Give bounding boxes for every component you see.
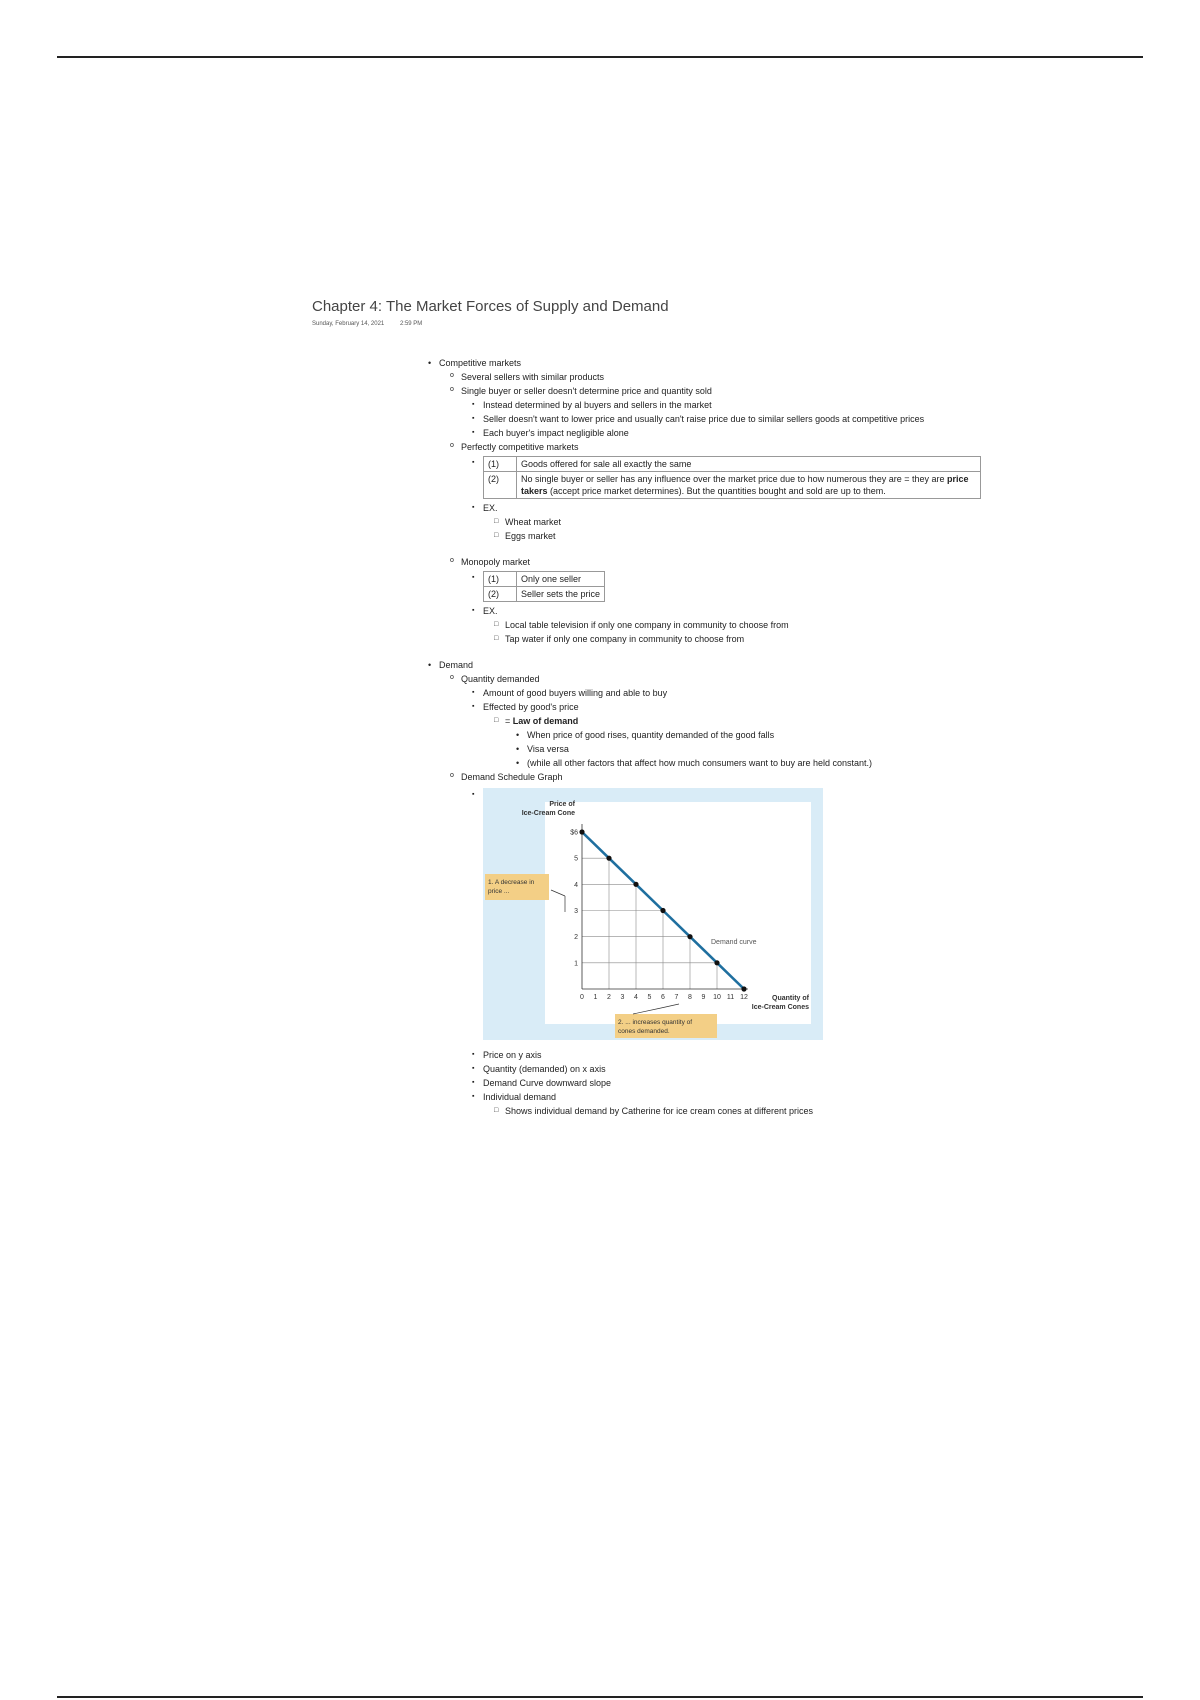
page-time: 2:59 PM [399, 321, 423, 327]
list-item: • (while all other factors that affect how much consumers want to buy are held constant.) [516, 756, 1002, 770]
data-point [741, 986, 746, 991]
demand-chart-container [483, 788, 1002, 1044]
list-item: ▪ Demand Curve downward slope [472, 1076, 1002, 1090]
data-point [579, 829, 584, 834]
price-takers-term: price takers [521, 474, 969, 496]
monopoly-item: o Monopoly market ▪ (1) Only one seller (2) Seller sets the price ▪ EX. □ Local table television if only one company in community to choose from □ Tap water if only one company in community to choose from [450, 555, 1002, 646]
list-item: □ Wheat market [494, 515, 1002, 529]
list-item: ▪ Each buyer's impact negligible alone [472, 426, 1002, 440]
x-tick-label: 0 [580, 994, 584, 1001]
x-tick-label: 6 [661, 994, 665, 1001]
bottom-rule [57, 1696, 1143, 1698]
y-tick-label: 3 [574, 908, 578, 915]
y-tick-label: 1 [574, 960, 578, 968]
note-page [312, 298, 1002, 1118]
list-item: • Visa versa [516, 742, 1002, 756]
chart-item [472, 788, 1002, 1044]
list-item: □ Tap water if only one company in community to choose from [494, 632, 1002, 646]
x-tick-label: 11 [726, 994, 735, 1001]
y-tick-label: ▪ $6 [570, 829, 578, 837]
list-item: ▪ Individual demand □ Shows individual demand by Catherine for ice cream cones at different prices [472, 1090, 1002, 1118]
monopoly-table [483, 571, 605, 602]
x-tick-label: 3 [620, 994, 625, 1001]
x-tick-label: 1 [593, 994, 598, 1001]
x-tick-label: 8 [688, 994, 692, 1001]
example-item: ▪ EX. □ Wheat market □ Eggs market [472, 501, 1002, 543]
page-date: Sunday, February 14, 2021 [312, 321, 385, 327]
perfect-competition-item: o Perfectly competitive markets ▪ (1) Goods offered for sale all exactly the same (2) No single buyer or seller has any influence over the market price due to how numerous they are = they are price takers (accept price market determines). But the quantities bought and sold are up to them. ▪ EX. □ Wheat market □ Eggs market [450, 440, 1002, 543]
x-tick-label: 2 [607, 994, 611, 1001]
x-tick-label: 12 [740, 994, 748, 1001]
demand-curve-chart [483, 788, 823, 1040]
data-point [687, 934, 692, 939]
list-item: o Single buyer or seller doesn't determine price and quantity sold ▪ Instead determined by al buyers and sellers in the market ▪ Seller doesn't want to lower price and usually can't raise price due to similar sellers goods at competitive prices ▪ Each buyer's impact negligible alone [450, 384, 1002, 440]
x-tick-label: 5 [647, 994, 652, 1001]
perfect-competition-table [483, 456, 981, 499]
y-tick-label: 2 [574, 934, 578, 942]
list-item: ▪ Instead determined by al buyers and sellers in the market [472, 398, 1002, 412]
table-row: ▪ (1) Only one seller [484, 572, 605, 587]
y-tick-label: 5 [574, 855, 578, 863]
data-point [633, 882, 638, 887]
data-point [606, 856, 611, 861]
table-row: (2) No single buyer or seller has any influence over the market price due to how numerous they are = they are price takers (accept price market determines). But the quantities bought and sold are up to them. [484, 472, 981, 499]
x-axis-label: Quantity of [772, 995, 809, 1002]
callout-text: cones demanded. [618, 1028, 670, 1035]
perfect-table-item [472, 456, 1002, 499]
list-item: • When price of good rises, quantity demanded of the good falls [516, 728, 1002, 742]
data-point [660, 908, 665, 913]
top-rule [57, 56, 1143, 58]
y-axis-label: Price of [549, 801, 575, 808]
list-item: ▪ Quantity (demanded) on x axis [472, 1062, 1002, 1076]
bullet-demand: • Demand o Quantity demanded ▪ Amount of good buyers willing and able to buy ▪ Effected by good's price □ = Law of demand • When price of good rises, quantity demanded of the good falls • Visa versa • (while all other factors that affect how much consumers want to buy are held constant.) o Demand Schedule Graph ▪ $6 5 4 3 2 1 0 1 2 3 4 5 6 7 8 9 10 11 12 Price of Ice-Cream Cone Quantity of Ice-Cream Cones Demand curve 1. A decrease in price ... 2. ... increases quantity of cones demanded. ▪ Price on y axis ▪ Quantity (demanded) on x axis ▪ Demand Curve downward slope ▪ Individual demand □ Shows individual demand by Catherine for ice cream cones at different prices [428, 658, 1002, 1118]
page-title: Chapter 4: The Market Forces of Supply and Demand [312, 298, 669, 315]
list-item: ▪ Effected by good's price □ = Law of demand • When price of good rises, quantity demanded of the good falls • Visa versa • (while all other factors that affect how much consumers want to buy are held constant.) [472, 700, 1002, 770]
monopoly-table-item [472, 571, 1002, 602]
note-content [428, 356, 1002, 1118]
x-tick-label: 7 [674, 994, 679, 1001]
x-tick-label: 10 [713, 994, 721, 1001]
y-axis-label: Ice-Cream Cone [521, 810, 575, 817]
page-meta [312, 321, 1002, 327]
y-tick-label: 4 [574, 881, 578, 889]
law-of-demand-item: □ = Law of demand • When price of good rises, quantity demanded of the good falls • Visa versa • (while all other factors that affect how much consumers want to buy are held constant.) [494, 714, 1002, 770]
table-row: (2) Seller sets the price [484, 587, 605, 602]
callout-box [485, 874, 549, 900]
list-item: □ Eggs market [494, 529, 1002, 543]
list-item: □ Shows individual demand by Catherine for ice cream cones at different prices [494, 1104, 1002, 1118]
table-row: ▪ (1) Goods offered for sale all exactly the same [484, 457, 981, 472]
demand-schedule-item: o Demand Schedule Graph ▪ $6 5 4 3 2 1 0 1 2 3 4 5 6 7 8 9 10 11 12 Price of Ice-Cream Cone Quantity of Ice-Cream Cones Demand curve 1. A decrease in price ... 2. ... increases quantity of cones demanded. ▪ Price on y axis ▪ Quantity (demanded) on x axis ▪ Demand Curve downward slope ▪ Individual demand □ Shows individual demand by Catherine for ice cream cones at different prices [450, 770, 1002, 1118]
x-tick-label: 4 [634, 994, 638, 1001]
callout-text: 2. ... increases quantity of [618, 1019, 693, 1026]
example-item: ▪ EX. □ Local table television if only one company in community to choose from □ Tap water if only one company in community to choose from [472, 604, 1002, 646]
bullet-competitive-markets: • Competitive markets o Several sellers with similar products o Single buyer or seller doesn't determine price and quantity sold ▪ Instead determined by al buyers and sellers in the market ▪ Seller doesn't want to lower price and usually can't raise price due to similar sellers goods at competitive prices ▪ Each buyer's impact negligible alone o Perfectly competitive markets ▪ (1) Goods offered for sale all exactly the same (2) No single buyer or seller has any influence over the market price due to how numerous they are = they are price takers (accept price market determines). But the quantities bought and sold are up to them. ▪ EX. □ Wheat market □ Eggs market o Monopoly market ▪ (1) Only one seller (2) Seller sets the price ▪ EX. □ Local table television if only one company in community to choose from □ Tap water if only one company in community to choose from [428, 356, 1002, 646]
list-item: ▪ Seller doesn't want to lower price and usually can't raise price due to similar sellers goods at competitive prices [472, 412, 1002, 426]
demand-curve-label: Demand curve [711, 939, 757, 946]
x-axis-label: Ice-Cream Cones [751, 1004, 809, 1011]
list-item: ▪ Amount of good buyers willing and able to buy [472, 686, 1002, 700]
list-item: ▪ Price on y axis [472, 1048, 1002, 1062]
callout-text: price ... [488, 888, 510, 895]
list-item: □ Local table television if only one company in community to choose from [494, 618, 1002, 632]
callout-text: 1. A decrease in [488, 879, 535, 886]
quantity-demanded-item: o Quantity demanded ▪ Amount of good buyers willing and able to buy ▪ Effected by good's price □ = Law of demand • When price of good rises, quantity demanded of the good falls • Visa versa • (while all other factors that affect how much consumers want to buy are held constant.) [450, 672, 1002, 770]
x-tick-label: 9 [701, 994, 706, 1001]
list-item: o Several sellers with similar products [450, 370, 1002, 384]
data-point [714, 960, 719, 965]
